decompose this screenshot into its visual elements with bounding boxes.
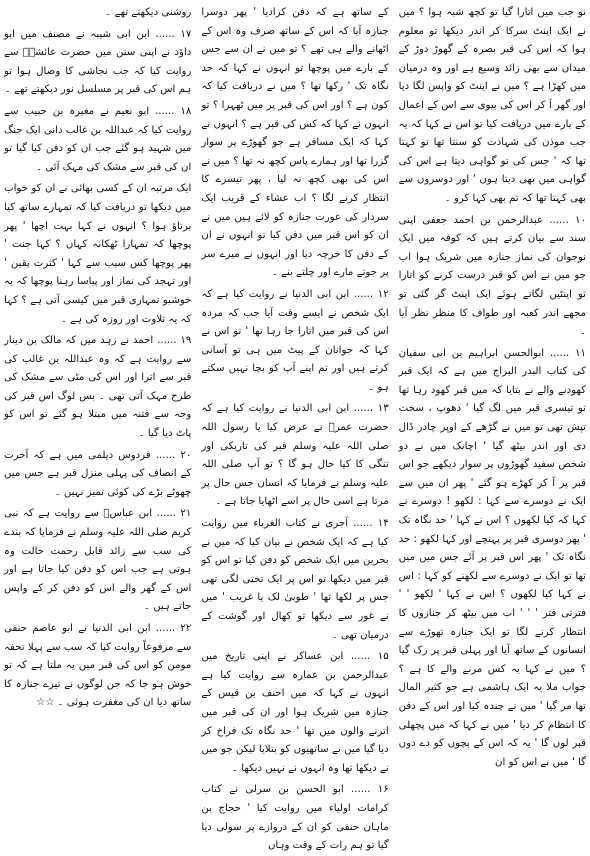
paragraph: ۱۵ ...... ابن عساکر نے اپنی تاریخ میں عبدالرحمن بن عمارہ سے روایت کیا ہے انہوں نے کہا کہ میں احنف بن قیس کے جنازہ میں شریک ہوا اور ان کی قبر میں اترنے والوں میں تھا ' حد نگاہ تک فراخ کر دیا گیا میں نے ساتھیوں کو بتلایا لیکن جو میں نے دیکھا تھا وہ انہوں نے نہیں دیکھا ۔ [201, 651, 389, 774]
paragraph: ۲۰ ...... فردوس دیلمی میں ہے کہ آخرت کے انصاف کی پہلی منزل قبر ہے جس میں چھوٹے بڑے کی کوئی تمیز نہیں ۔ [4, 449, 192, 498]
paragraph: روشنی دیکھتے تھے ۔ [105, 7, 192, 18]
paragraph: ۱۸ ...... ابو نعیم نے مغیرہ بن حبیب سے روایت کیا کہ عبداللہ بن غالب دانی ایک جنگ میں شہید ہو گئے جب ان کو دفن کیا گیا تو ان کی قبر سے مشک کی مہک آئی ۔ [4, 105, 192, 173]
paragraph: نو جب میں اتارا گیا تو کچھ شبہ ہوا ؟ میں نے ایک اینٹ سرکا کر اندر دیکھا تو معلوم ہوا کہ اس کی قبر بصرہ کے گھوڑ دوڑ کے میدان سے بھی زائد وسیع ہے اور وہ درمیان میں کھڑا ہے ؟ میں نے اینٹ کو واپس لگا دیا اور گھر آ کر اس کی بیوی سے اس کے اعمال کے بارے میں دریافت کیا تو اس نے کہا کہ یہ جب موذن کی شہادت کو سنتا تھا تو کہتا تھا کہ ' جس کی تو گواہی دیتا ہے اس کی گواہی میں بھی دیتا ہوں ' اور دوسروں سے بھی کہتا تھا کہ تم بھی کہا کرو ۔ [398, 7, 586, 204]
text-columns [4, 4, 586, 852]
paragraph: ایک مرتبہ ان کے کسی بھائی نے ان کو خواب میں دیکھا تو دریافت کیا کہ تمہارے ساتھ کیا برتاؤ ہوا ؟ انہوں نے کہا بہت اچھا ' پھر پوچھا کہ تمہارا ٹھکانہ کہاں ؟ کہا جنت ' پھر پوچھا کس سبب سے کہا ' کثرت یقین ' اور تہجد کی نماز اور پیاسا رہنا پوچھا کہ یہ خوشبو تمہاری قبر میں کیسی آتی ہے ؟ کہا کہ یہ تلاوت اور روزہ کی ہے ۔ [4, 183, 192, 325]
paragraph: ۱۱ ...... ابوالحسن ابراہیم بن ابی سفیان کی کتاب البدر البراج میں ہے کہ ایک قبر کھودنے والے نے بتایا کہ میں قبر کھود رہا تھا تو تیسری قبر میں لگ گیا ' دھوپ ، سخت تپش تھی تو میں نے گڑھے کے اوپر چادر ڈال دی اور اندر بیٹھ گیا ' اچانک میں نے دو شخص سفید گھوڑوں پر سوار دیکھے جو اس قبر پر آ کر کھڑے ہو گئے ' پھر ان میں سے ایک نے دوسرے سے کہا : لکھو ! دوسرے نے کہا کہ کیا لکھوں ؟ اس نے کہا ' حد نگاہ تک ' پھر دوسری قبر پر پہنچے اور کہا لکھو : حد نگاہ تک ' پھر اس قبر پر آئے جس میں میں تھا تو ایک نے دوسرے سے لکھنے کو کہا : اس نے کہا کیا لکھوں ؟ اس نے کہا ' لکھو ' ' فترتی فتر ' ' ' اب میں بیٹھ کر جنازوں کا انتظار کرنے لگا تو ایک جنازہ تھوڑے سے انسانوں کے ساتھ آیا اور پہلی قبر پر رک گیا ؟ میں نے کہا یہ کس مرنے والے کا ہے ؟ جواب ملا یہ ایک ہاشمی ہے جو کثیر المال تھا مر گیا ' میں نے چندہ کیا اور اس کے دفن کا انتظام کر دیا ' میں نے کہا کہ میں پچھلی قبر لوں گا ' یہ کہ اس کے بچوں کو دے دوں گا ' میں نے اس کو ان [398, 347, 586, 768]
paragraph: ۱۲ ...... ابن ابی الدنیا نے روایت کیا ہے کہ ایک شخص نے ایسے وقت آیا جب کہ مردہ اس کی قبر میں اتارا جا رہا تھا ' تو اس نے کہا کہ جوانان کے پیٹ میں ہی تو آسانی کرتے ہیں اور تم اپنے آپ کو بچا نہیں سکتے ہو ۔ [201, 288, 389, 393]
column-left [4, 4, 191, 755]
paragraph: ۱۷ ...... ابن ابی شیبہ نے مصنف میں ابو داؤد نے اپنی سنن میں حضرت عائشہؓ سے روایت کیا کہ جب نجاشی کا وصال ہوا تو ہم اس کی قبر پر مسلسل نور دیکھتے تھے ۔ [4, 28, 192, 96]
paragraph: ۲۱ ...... ابن عباسؓ سے روایت ہے کہ نبی کریم صلی اللہ علیہ وسلم نے فرمایا کہ بندے کی سب سے زائد قابل رحمت حالت وہ ہوتی ہے جب اس کو دفن کیا جاتا ہے اور اس کے گھر والے اس کو دفن کر کے واپس جاتے ہیں ۔ [4, 508, 192, 613]
paragraph: کے ساتھ ہے کہ دفن کرادیا ' پھر دوسرا جنازہ آیا کہ اس کے ساتھ صرف وہ اس کے اٹھانے والے ہی تھے ؟ تو میں نے ان سے جس کے بارے میں پوچھا تو انہوں نے کہا کہ حد نگاہ تک ' رکھا تھا ؟ میں نے دریافت کیا کہ کون ہے ؟ اور اس کی قبر پر میں ٹھہرا ؟ تو انہوں نے کہا کہ کس کی قبر ہے ؟ انہوں نے کہا کہ ایک مسافر ہے جو گھوڑے پر سوار گزرا تھا اور ہمارے پاس کچھ نہ تھا ؟ میں نے اس کی بھی کچھ نہ لیا ، پھر تیسرے کا انتظار کرنے لگا ؟ اب عشاء کے قریب ایک سردار کی عورت جنازہ کو لائے ہیں میں نے ان کو اس قبر میں دفن کیا تو انہوں نے ان کے دفن کا خرچہ دیا اور انہوں نے میرے سر پر جوتے مارے اور چلتے بنے ۔ [201, 7, 389, 279]
paragraph: ۲۲ ...... ابن ابی الدنیا نے ابو عاصم حنفی سے مرفوعاً روایت کیا کہ سب سے پہلا تحفہ مومن کو اس کی قبر میں یہ ملتا ہے کہ تو خوش ہو جا کہ جن لوگوں نے تیرے جنازہ کا ساتھ دیا ان کی مغفرت ہوئی ۔ ☆☆ [4, 623, 192, 709]
column-middle [201, 4, 389, 852]
paragraph: ۱۴ ...... آجری نے کتاب الغرباء میں روایت کیا ہے کہ ایک شخص نے بیان کیا کہ میں نے بحرین میں ایک شخص کو دفن کیا تو اس کو قبر میں دیکھا تو اس پر ایک تختی لگی تھی جس پر لکھا تھا ' طوبیٰ لک یا غریب ' میں نے غور سے دیکھا تو کھال اور گوشت کے درمیان تھی ۔ [201, 518, 389, 641]
paragraph: ۱۶ ...... ابو الحسن بن سرلی نے کتاب کرامات اولیاء میں روایت کیا ' حجاج بن ماہان حنفی کو ان کے دروازے پر سولی دیا گیا تو ہم رات کے وقت وہاں [201, 784, 389, 852]
paragraph: ۱۰ ...... عبدالرحمن بن احمد جعفی اپنی سند سے بیان کرتے ہیں کہ کوفہ میں ایک نوجوان کی نماز جنازہ میں شریک ہوا اب جو میں نے اس کو قبر درست کرنے کو اتارا تو اینٹیں لگاتے ہوئے ایک اینٹ گر گئی تو مجھے اندر کعبہ اور طواف کا منظر نظر آیا ۔ [398, 214, 586, 338]
paragraph: ۱۳ ...... ابن ابی الدنیا نے روایت کیا ہے کہ حضرت عمرؓ نے عرض کیا یا رسول اللہ صلی اللہ علیہ وسلم قبر کی تاریکی اور تنگی کا کیا حال ہو گا ؟ تو آپ صلی اللہ علیہ وسلم نے فرمایا کہ انسان جس حال پر مرتا ہے اسی حال پر اسے اٹھایا جاتا ہے ۔ [201, 403, 389, 508]
column-right [398, 4, 586, 768]
paragraph: ۱۹ ...... احمد نے زہد میں کہ مالک بن دینار سے روایت ہے کہ وہ عبداللہ بن غالب کی قبر سے اترا اور اس کی مٹی سے مشک کی طرح مہک آتی تھی ۔ بس لوگ اس قبر کی وجہ سے فتنہ میں مبتلا ہو گئے تو اس کو پاٹ دیا گیا ۔ [4, 335, 192, 440]
